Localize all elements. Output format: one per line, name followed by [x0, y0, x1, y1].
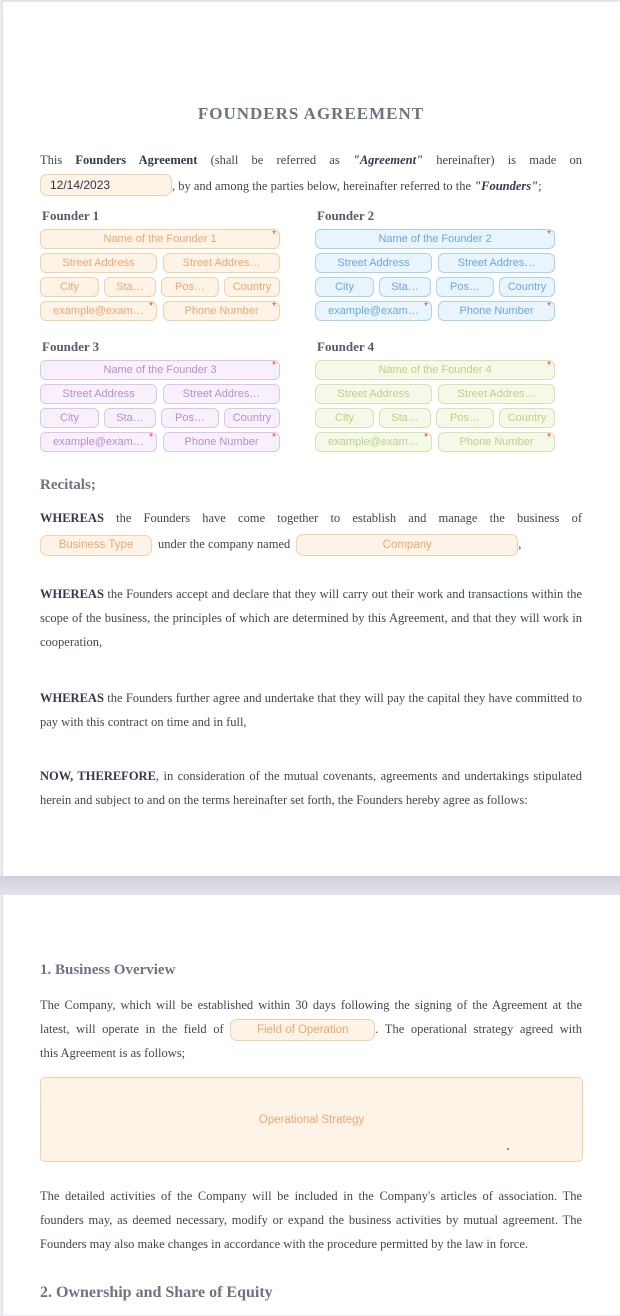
whereas-paragraph-3	[40, 686, 582, 734]
founder-2-street2-input[interactable]	[438, 253, 555, 273]
whereas-2-line-1	[40, 582, 582, 606]
field-placeholder: Name of the Founder 3	[103, 364, 217, 376]
field-of-operation-input[interactable]	[230, 1019, 375, 1041]
field-placeholder: Street Addres…	[457, 257, 536, 269]
founder-1-city-input[interactable]	[40, 277, 99, 297]
field-placeholder: Country	[232, 412, 272, 424]
date-value: 12/14/2023	[50, 178, 111, 193]
field-placeholder: City	[60, 412, 79, 424]
founder-4-state-input[interactable]	[379, 408, 431, 428]
founder-2-heading: Founder 2	[317, 208, 375, 223]
founder-3-email-input[interactable]	[40, 432, 157, 452]
field-placeholder: Phone Number	[184, 305, 259, 317]
founders-term-italic: "Founders"	[474, 179, 539, 193]
intro-line-1	[40, 148, 582, 172]
body-text: the Founders have come together to establish and manage the business of	[103, 511, 582, 525]
section-2-heading: 2. Ownership and Share of Equity	[40, 1284, 273, 1302]
field-placeholder: Sta…	[116, 412, 144, 424]
founder-3-country-input[interactable]	[224, 408, 280, 428]
field-placeholder: example@exam…	[53, 305, 144, 317]
whereas-term: WHEREAS	[40, 511, 104, 525]
whereas-1-line-2	[40, 532, 582, 556]
field-placeholder: Street Address	[337, 257, 410, 269]
founder-4-card	[315, 339, 555, 456]
field-placeholder: example@exam…	[328, 436, 419, 448]
field-placeholder: Sta…	[116, 281, 144, 293]
field-placeholder: Sta…	[391, 412, 419, 424]
detailed-line-3: Founders may also make changes in accordance with the procedure permitted by the law in force.	[40, 1237, 529, 1252]
founder-2-country-input[interactable]	[499, 277, 555, 297]
field-placeholder: Country	[507, 412, 547, 424]
founder-3-heading: Founder 3	[42, 339, 100, 354]
business-overview-line-3: this Agreement is as follows;	[40, 1046, 186, 1061]
field-placeholder: Name of the Founder 4	[378, 364, 492, 376]
intro-text: This	[40, 153, 76, 167]
required-asterisk: *	[547, 229, 551, 240]
field-placeholder: example@exam…	[328, 305, 419, 317]
field-placeholder: Company	[382, 539, 432, 552]
founder-1-street2-input[interactable]	[163, 253, 280, 273]
field-placeholder: Street Addres…	[182, 257, 261, 269]
required-asterisk: *	[272, 301, 276, 312]
intro-text: ;	[538, 179, 542, 193]
required-asterisk: *	[149, 432, 153, 443]
founder-2-card	[315, 208, 555, 325]
intro-line-2	[40, 174, 582, 198]
agreement-term-italic: "Agreement"	[352, 153, 424, 167]
founder-4-heading: Founder 4	[317, 339, 375, 354]
founder-3-postal-input[interactable]	[161, 408, 219, 428]
founders-row-1	[40, 208, 582, 325]
field-placeholder: example@exam…	[53, 436, 144, 448]
field-placeholder: City	[335, 281, 354, 293]
founder-2-postal-input[interactable]	[436, 277, 494, 297]
field-placeholder: Name of the Founder 1	[103, 233, 217, 245]
business-overview-line-1: The Company, which will be established within 30 days following the signing of the Agreement at the	[40, 998, 582, 1012]
field-placeholder: Field of Operation	[257, 1024, 349, 1037]
field-placeholder: City	[60, 281, 79, 293]
founder-3-street2-input[interactable]	[163, 384, 280, 404]
field-placeholder: Pos…	[450, 281, 480, 293]
whereas-2-line-3: cooperation,	[40, 635, 103, 650]
founder-1-state-input[interactable]	[104, 277, 156, 297]
founder-2-email-input[interactable]	[315, 301, 432, 321]
body-text: latest, will operate in the field of	[40, 1022, 224, 1036]
founder-4-phone-input[interactable]	[438, 432, 555, 452]
required-asterisk: *	[547, 301, 551, 312]
intro-text: , by and among the parties below, hereinafter referred to the	[172, 179, 475, 193]
document-page-1	[2, 0, 620, 876]
field-placeholder: Street Addres…	[182, 388, 261, 400]
document-title: FOUNDERS AGREEMENT	[197, 104, 425, 123]
founder-3-phone-input[interactable]	[163, 432, 280, 452]
company-name-input[interactable]	[296, 534, 518, 556]
founder-2-state-input[interactable]	[379, 277, 431, 297]
founder-1-street-input[interactable]	[40, 253, 157, 273]
operational-strategy-wrap	[40, 1077, 582, 1162]
field-placeholder: Pos…	[450, 412, 480, 424]
field-placeholder: Business Type	[58, 539, 134, 552]
field-placeholder: Operational Strategy	[258, 1113, 365, 1126]
now-therefore-term: NOW, THEREFORE	[40, 769, 156, 784]
required-asterisk: *	[547, 432, 551, 443]
field-placeholder: Phone Number	[459, 305, 534, 317]
recitals-heading: Recitals;	[40, 477, 96, 493]
required-asterisk: *	[547, 360, 551, 371]
required-asterisk: *	[424, 301, 428, 312]
founder-4-country-input[interactable]	[499, 408, 555, 428]
field-placeholder: Pos…	[175, 412, 205, 424]
founder-1-country-input[interactable]	[224, 277, 280, 297]
now-therefore-line-2: herein and subject to and on the terms hereinafter set forth, the Founders hereby agree as follows:	[40, 793, 528, 808]
body-text: ,	[518, 537, 522, 551]
field-placeholder: Country	[507, 281, 547, 293]
required-asterisk: *	[424, 432, 428, 443]
now-therefore-paragraph	[40, 764, 582, 812]
field-placeholder: Pos…	[175, 281, 205, 293]
founder-2-street-input[interactable]	[315, 253, 432, 273]
founder-3-city-input[interactable]	[40, 408, 99, 428]
founder-4-street2-input[interactable]	[438, 384, 555, 404]
operational-strategy-textarea[interactable]	[40, 1077, 583, 1162]
detailed-line-2: founders may, as deemed necessary, modify or expand the business activities by mutual agreement. The	[40, 1213, 582, 1228]
field-placeholder: Street Address	[62, 388, 135, 400]
intro-text: hereinafter) is made on	[423, 153, 582, 167]
whereas-term: WHEREAS	[40, 691, 104, 706]
field-placeholder: Sta…	[391, 281, 419, 293]
founder-4-name-input[interactable]	[315, 360, 555, 380]
required-asterisk: *	[272, 432, 276, 443]
field-placeholder: Phone Number	[459, 436, 534, 448]
founder-2-city-input[interactable]	[315, 277, 374, 297]
founder-4-email-input[interactable]	[315, 432, 432, 452]
body-text: , in consideration of the mutual covenants, agreements and undertakings stipulated	[155, 769, 582, 784]
founder-1-postal-input[interactable]	[161, 277, 219, 297]
agreement-term-bold: Founders Agreement	[75, 153, 198, 167]
founder-2-phone-input[interactable]	[438, 301, 555, 321]
whereas-term: WHEREAS	[40, 587, 104, 602]
founder-2-name-input[interactable]	[315, 229, 555, 249]
required-asterisk: *	[149, 301, 153, 312]
field-placeholder: Street Address	[337, 388, 410, 400]
field-placeholder: City	[335, 412, 354, 424]
text-cursor-dot	[507, 1148, 509, 1150]
required-asterisk: *	[272, 229, 276, 240]
now-therefore-line-1	[40, 764, 582, 788]
body-text: under the company named	[158, 537, 291, 551]
whereas-1-line-1	[40, 506, 582, 530]
founder-4-postal-input[interactable]	[436, 408, 494, 428]
section-1-heading: 1. Business Overview	[40, 962, 176, 978]
whereas-paragraph-1	[40, 506, 582, 556]
whereas-3-line-1	[40, 686, 582, 710]
founder-3-card	[40, 339, 280, 456]
field-placeholder: Country	[232, 281, 272, 293]
whereas-paragraph-2	[40, 582, 582, 654]
founder-1-heading: Founder 1	[42, 208, 100, 223]
founder-1-name-input[interactable]	[40, 229, 280, 249]
detailed-activities-paragraph	[40, 1184, 582, 1256]
business-overview-line-2	[40, 1017, 582, 1041]
founders-row-2	[40, 339, 582, 456]
body-text: . The operational strategy agreed with	[375, 1022, 582, 1036]
founder-3-street-input[interactable]	[40, 384, 157, 404]
founder-1-phone-input[interactable]	[163, 301, 280, 321]
business-overview-paragraph	[40, 993, 582, 1065]
founder-4-city-input[interactable]	[315, 408, 374, 428]
agreement-date-input[interactable]	[40, 174, 172, 196]
page-break-band	[0, 876, 620, 895]
founder-3-name-input[interactable]	[40, 360, 280, 380]
field-placeholder: Phone Number	[184, 436, 259, 448]
whereas-3-line-2: pay with this contract on time and in full,	[40, 715, 247, 730]
field-placeholder: Street Addres…	[457, 388, 536, 400]
body-text: the Founders accept and declare that they will carry out their work and transactions within the	[103, 587, 582, 602]
intro-paragraph	[40, 148, 582, 198]
body-text: the Founders further agree and undertake that they will pay the capital they have committed to	[103, 691, 582, 706]
founder-4-street-input[interactable]	[315, 384, 432, 404]
required-asterisk: *	[272, 360, 276, 371]
founder-1-card	[40, 208, 280, 325]
intro-text: (shall be referred as	[197, 153, 353, 167]
field-placeholder: Name of the Founder 2	[378, 233, 492, 245]
detailed-line-1: The detailed activities of the Company will be included in the Company's articles of association. The	[40, 1189, 582, 1204]
field-placeholder: Street Address	[62, 257, 135, 269]
business-type-input[interactable]	[40, 535, 152, 556]
founder-3-state-input[interactable]	[104, 408, 156, 428]
founder-1-email-input[interactable]	[40, 301, 157, 321]
founders-section	[40, 208, 582, 456]
whereas-2-line-2: scope of the business, the principles of which are determined by this Agreement, and that they will work in	[40, 611, 582, 626]
document-page-2	[2, 895, 620, 1315]
